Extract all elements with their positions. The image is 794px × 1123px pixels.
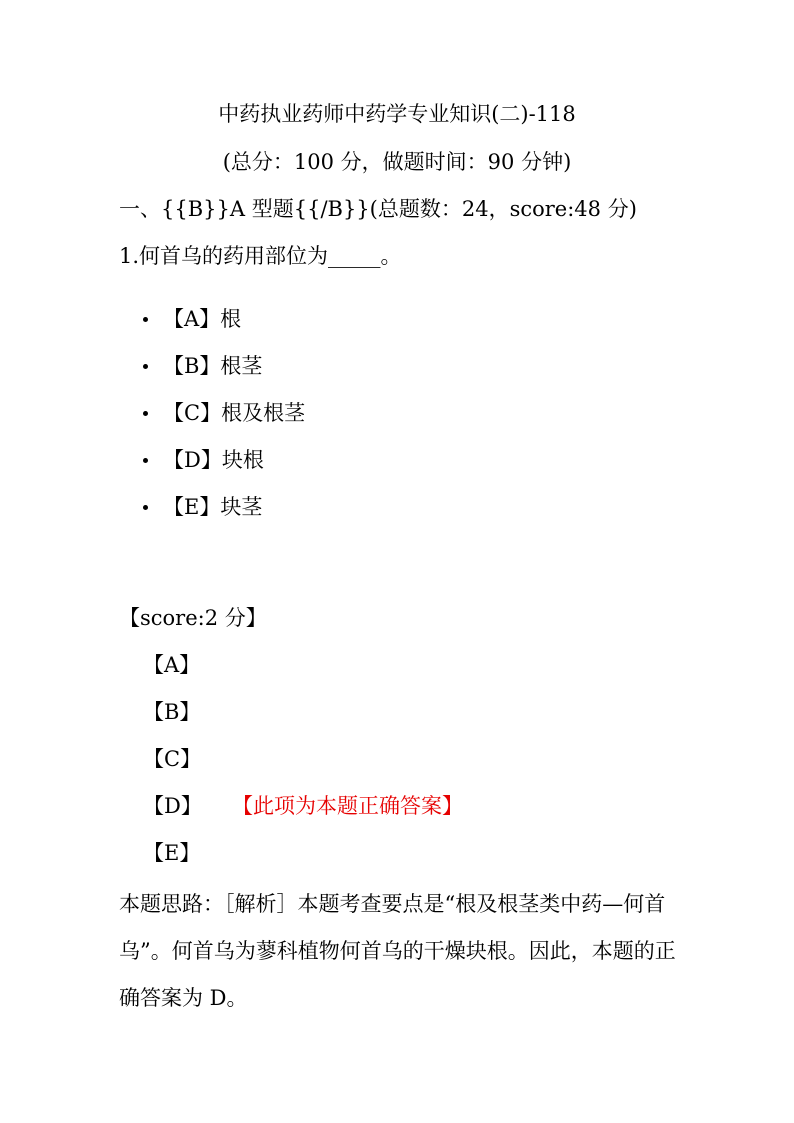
bullet-icon [143,458,148,463]
option-label: 【D】块根 [163,448,264,472]
answer-letter: 【E】 [143,841,201,865]
section-heading: 一、{{B}}A 型题{{/B}}(总题数：24，score:48 分) [119,197,637,221]
answer-letter: 【D】 [143,794,202,818]
answer-letter: 【A】 [143,653,201,677]
answer-letter: 【B】 [143,700,201,724]
bullet-icon [143,317,148,322]
bullet-icon [143,411,148,416]
option-label: 【B】根茎 [163,354,263,378]
question-stem: 1.何首乌的药用部位为_____。 [119,244,402,268]
question-score: 【score:2 分】 [119,606,267,630]
document-title: 中药执业药师中药学专业知识(二)-118 [218,102,576,126]
explanation-text: 本题思路：［解析］本题考查要点是“根及根茎类中药—何首乌”。何首乌为蓼科植物何首乌的干燥块根。因此，本题的正确答案为 D。 [119,892,676,1010]
option-label: 【E】块茎 [163,495,263,519]
document-subtitle: (总分：100 分，做题时间：90 分钟) [222,150,572,174]
bullet-icon [143,364,148,369]
option-label: 【A】根 [163,307,242,331]
bullet-icon [143,505,148,510]
correct-answer-mark: 【此项为本题正确答案】 [232,794,463,818]
answer-letter: 【C】 [143,747,202,771]
option-label: 【C】根及根茎 [163,401,306,425]
